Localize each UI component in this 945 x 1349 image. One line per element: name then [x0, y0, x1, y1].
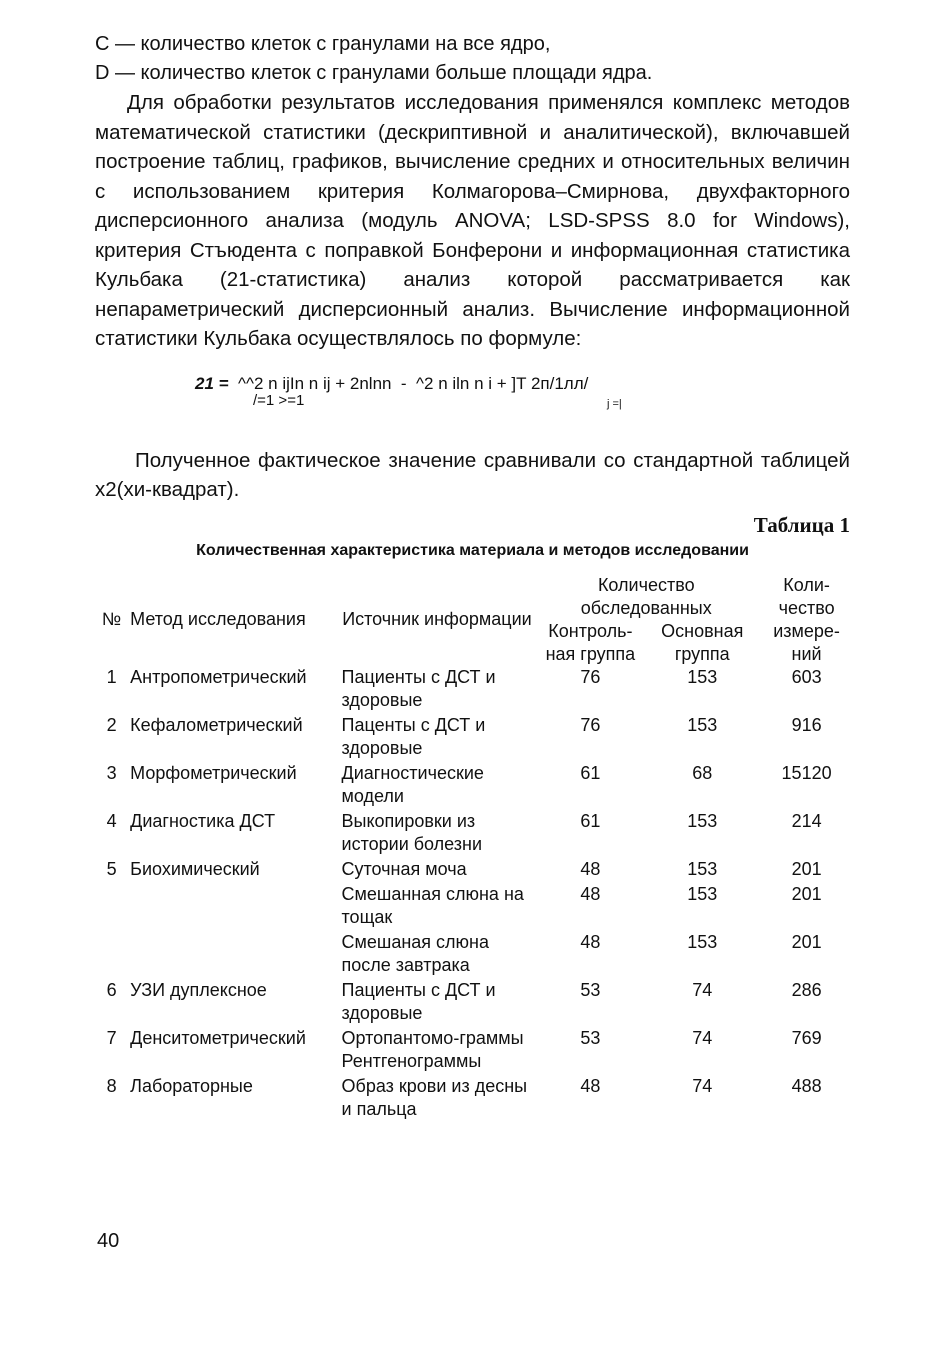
row-measurements: 916 [791, 714, 822, 735]
row-num: 2 [106, 714, 117, 735]
row-main: 74 [692, 1075, 713, 1096]
row-source: Пациенты с ДСТ и здоровые [341, 979, 496, 1023]
kullback-formula [95, 374, 850, 434]
row-main: 153 [687, 810, 718, 831]
row-source: Паценты с ДСТ и здоровые [341, 714, 486, 758]
row-control: 48 [580, 1075, 601, 1096]
comparison-paragraph: Полученное фактическое значение сравнивали со стандартной таблицей х2(хи-квадрат). [95, 448, 850, 501]
row-measurements: 15120 [781, 762, 832, 783]
row-source: Выкопировки из истории болезни [341, 810, 483, 854]
row-control: 53 [580, 979, 601, 1000]
table-row [95, 1075, 855, 1123]
row-main: 74 [692, 979, 713, 1000]
row-method: Лабораторные [130, 1075, 253, 1096]
row-num: 5 [106, 858, 117, 879]
row-source: Смешанная слюна на тощак [341, 883, 524, 927]
row-num: 3 [106, 762, 117, 783]
row-measurements: 201 [791, 858, 822, 879]
row-main: 153 [687, 883, 718, 904]
row-method: Биохимический [130, 858, 260, 879]
row-source: Диагностические модели [341, 762, 484, 806]
row-method: Диагностика ДСТ [130, 810, 276, 831]
formula-subscript-1: /=1 >=1 [253, 391, 305, 409]
table-row [95, 666, 855, 714]
row-measurements: 603 [791, 666, 822, 687]
table-row [95, 931, 855, 979]
methods-table [95, 574, 855, 1123]
table-row [95, 858, 855, 883]
row-method: УЗИ дуплексное [130, 979, 267, 1000]
row-measurements: 286 [791, 979, 822, 1000]
row-control: 48 [580, 858, 601, 879]
row-main: 153 [687, 858, 718, 879]
row-control: 48 [580, 883, 601, 904]
row-method [128, 883, 339, 931]
header-method: Метод исследования [130, 609, 306, 629]
row-method: Денситометрический [130, 1027, 306, 1048]
row-control: 48 [580, 931, 601, 952]
header-main-group: Основная группа [661, 620, 744, 664]
definition-d: D — количество клеток с гранулами больше площади ядра. [95, 62, 653, 84]
row-num: 6 [106, 979, 117, 1000]
row-control: 76 [580, 714, 601, 735]
page-number: 40 [97, 1230, 120, 1252]
row-measurements: 214 [791, 810, 822, 831]
header-num: № [101, 609, 122, 629]
row-control: 76 [580, 666, 601, 687]
row-main: 153 [687, 931, 718, 952]
formula-subscript-2: j =| [607, 397, 622, 410]
row-source: Пациенты с ДСТ и здоровые [341, 666, 496, 710]
row-measurements: 488 [791, 1075, 822, 1096]
row-control: 53 [580, 1027, 601, 1048]
row-measurements: 201 [791, 883, 822, 904]
row-method: Антропометрический [130, 666, 307, 687]
row-main: 153 [687, 666, 718, 687]
document-page [95, 30, 850, 1123]
row-source: Ортопантомо-граммы Рентгенограммы [341, 1027, 524, 1071]
table-row [95, 979, 855, 1027]
header-measurements: Коли-чество измере-ний [773, 574, 840, 664]
formula-rhs: ^^2 n ijIn n ij + 2nlnn - ^2 n iln n i + ]T 2п/1лл/ [238, 373, 589, 393]
row-method: Кефалометрический [130, 714, 303, 735]
row-source: Образ крови из десны и пальца [341, 1075, 528, 1119]
row-main: 74 [692, 1027, 713, 1048]
table-row [95, 714, 855, 762]
row-source: Смешаная слюна после завтрака [341, 931, 490, 975]
definition-c: C — количество клеток с гранулами на все ядро, [95, 33, 551, 55]
table-title: Количественная характеристика материала и методов исследовании [196, 541, 749, 559]
row-method: Морфометрический [130, 762, 297, 783]
row-main: 68 [692, 762, 713, 783]
header-control-group: Контроль-ная группа [545, 620, 636, 664]
row-control: 61 [580, 810, 601, 831]
row-source: Суточная моча [341, 858, 467, 879]
row-num: 1 [106, 666, 117, 687]
row-measurements: 201 [791, 931, 822, 952]
header-examined: Количество обследованных [580, 574, 712, 618]
table-label: Таблица 1 [753, 512, 850, 537]
header-source: Источник информации [342, 609, 532, 629]
row-num [95, 931, 128, 979]
table-row [95, 762, 855, 810]
table-row [95, 883, 855, 931]
row-control: 61 [580, 762, 601, 783]
formula-lhs: 21 = [195, 373, 229, 393]
table-row [95, 810, 855, 858]
row-num [95, 883, 128, 931]
definitions [95, 30, 850, 88]
row-method [128, 931, 339, 979]
table-row [95, 1027, 855, 1075]
methods-paragraph: Для обработки результатов исследования применялся комплекс методов математической статистики (дескриптивной и аналитической), включавшей построение таблиц, графиков, вычисление средних и относительных величин с использованием критерия Колмагорова–Смирнова, двухфакторного дисперсионного анализа (модуль ANOVA; LSD-SPSS 8.0 for Windows), критерия Стъюдента с поправкой Бонферони и информационная статистика Кульбака (21-статистика) анализ которой рассматривается как непараметрический дисперсионный анализ. Вычисление информационной статистики Кульбака осуществлялось по формуле: [95, 91, 850, 350]
row-measurements: 769 [791, 1027, 822, 1048]
row-main: 153 [687, 714, 718, 735]
row-num: 7 [106, 1027, 117, 1048]
row-num: 8 [106, 1075, 117, 1096]
row-num: 4 [106, 810, 117, 831]
formula-main [195, 374, 588, 394]
